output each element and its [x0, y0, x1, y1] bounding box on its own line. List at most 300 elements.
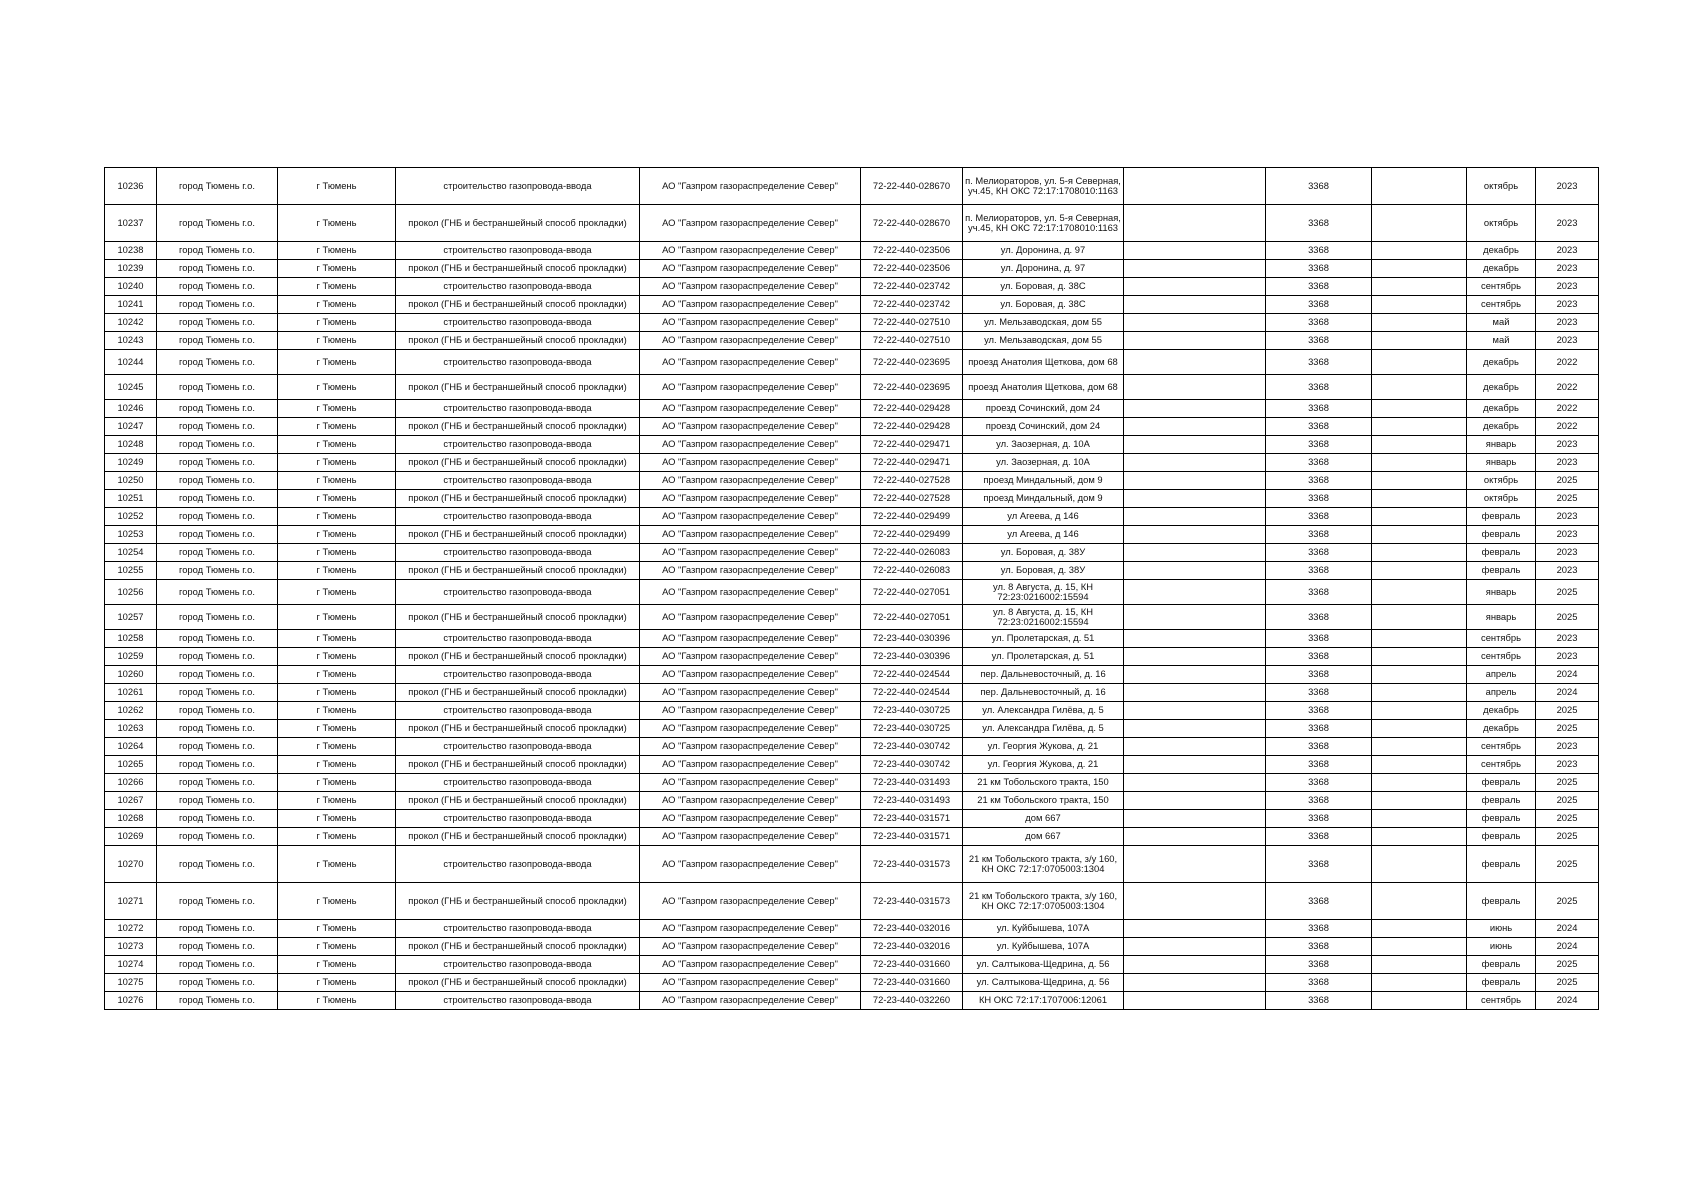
year-cell: 2023 [1536, 454, 1599, 472]
address-cell: п. Мелиораторов, ул. 5-я Северная, уч.45, КН ОКС 72:17:1708010:1163 [963, 205, 1124, 242]
municipality-cell: город Тюмень г.о. [157, 454, 278, 472]
work-type-cell: строительство газопровода-ввода [396, 508, 640, 526]
empty-cell [1124, 684, 1266, 702]
month-cell: февраль [1467, 828, 1536, 846]
address-cell: ул Агеева, д 146 [963, 508, 1124, 526]
empty-cell [1372, 992, 1467, 1010]
row-number-cell: 10246 [105, 400, 157, 418]
registry-code-cell: 72-22-440-027051 [861, 605, 963, 630]
year-cell: 2024 [1536, 920, 1599, 938]
month-cell: апрель [1467, 684, 1536, 702]
work-type-cell: прокол (ГНБ и бестраншейный способ прокладки) [396, 526, 640, 544]
empty-cell [1124, 974, 1266, 992]
table-row [105, 828, 1599, 846]
empty-cell [1124, 350, 1266, 375]
table-row [105, 580, 1599, 605]
row-number-cell: 10243 [105, 332, 157, 350]
empty-cell [1372, 508, 1467, 526]
empty-cell [1372, 436, 1467, 454]
organization-cell: АО "Газпром газораспределение Север" [640, 332, 861, 350]
month-cell: январь [1467, 605, 1536, 630]
municipality-cell: город Тюмень г.о. [157, 260, 278, 278]
empty-cell [1124, 810, 1266, 828]
organization-cell: АО "Газпром газораспределение Север" [640, 810, 861, 828]
row-number-cell: 10248 [105, 436, 157, 454]
work-type-cell: прокол (ГНБ и бестраншейный способ прокладки) [396, 684, 640, 702]
empty-cell [1372, 828, 1467, 846]
value-cell: 3368 [1266, 580, 1372, 605]
organization-cell: АО "Газпром газораспределение Север" [640, 314, 861, 332]
empty-cell [1124, 544, 1266, 562]
address-cell: ул. Мельзаводская, дом 55 [963, 332, 1124, 350]
address-cell: ул. 8 Августа, д. 15, КН 72:23:0216002:15594 [963, 605, 1124, 630]
empty-cell [1372, 720, 1467, 738]
address-cell: ул. Боровая, д. 38У [963, 562, 1124, 580]
organization-cell: АО "Газпром газораспределение Север" [640, 562, 861, 580]
organization-cell: АО "Газпром газораспределение Север" [640, 920, 861, 938]
city-cell: г Тюмень [278, 702, 396, 720]
municipality-cell: город Тюмень г.о. [157, 828, 278, 846]
empty-cell [1124, 630, 1266, 648]
organization-cell: АО "Газпром газораспределение Север" [640, 400, 861, 418]
city-cell: г Тюмень [278, 314, 396, 332]
address-cell: 21 км Тобольского тракта, з/у 160, КН ОКС 72:17:0705003:1304 [963, 846, 1124, 883]
year-cell: 2023 [1536, 436, 1599, 454]
year-cell: 2025 [1536, 702, 1599, 720]
address-cell: проезд Миндальный, дом 9 [963, 490, 1124, 508]
row-number-cell: 10242 [105, 314, 157, 332]
city-cell: г Тюмень [278, 400, 396, 418]
empty-cell [1372, 792, 1467, 810]
value-cell: 3368 [1266, 938, 1372, 956]
registry-code-cell: 72-22-440-023695 [861, 375, 963, 400]
work-type-cell: прокол (ГНБ и бестраншейный способ прокладки) [396, 974, 640, 992]
month-cell: декабрь [1467, 418, 1536, 436]
registry-code-cell: 72-23-440-031571 [861, 810, 963, 828]
organization-cell: АО "Газпром газораспределение Север" [640, 720, 861, 738]
work-type-cell: прокол (ГНБ и бестраншейный способ прокладки) [396, 756, 640, 774]
value-cell: 3368 [1266, 472, 1372, 490]
month-cell: декабрь [1467, 350, 1536, 375]
city-cell: г Тюмень [278, 436, 396, 454]
address-cell: дом 667 [963, 828, 1124, 846]
empty-cell [1124, 756, 1266, 774]
city-cell: г Тюмень [278, 720, 396, 738]
work-type-cell: строительство газопровода-ввода [396, 242, 640, 260]
registry-code-cell: 72-22-440-027510 [861, 314, 963, 332]
year-cell: 2025 [1536, 828, 1599, 846]
organization-cell: АО "Газпром газораспределение Север" [640, 526, 861, 544]
work-type-cell: строительство газопровода-ввода [396, 956, 640, 974]
empty-cell [1124, 526, 1266, 544]
empty-cell [1124, 792, 1266, 810]
value-cell: 3368 [1266, 738, 1372, 756]
table-row [105, 605, 1599, 630]
month-cell: февраль [1467, 774, 1536, 792]
empty-cell [1372, 974, 1467, 992]
year-cell: 2023 [1536, 296, 1599, 314]
registry-code-cell: 72-23-440-030742 [861, 756, 963, 774]
registry-code-cell: 72-22-440-023506 [861, 260, 963, 278]
year-cell: 2025 [1536, 846, 1599, 883]
value-cell: 3368 [1266, 774, 1372, 792]
month-cell: январь [1467, 580, 1536, 605]
address-cell: проезд Сочинский, дом 24 [963, 418, 1124, 436]
year-cell: 2024 [1536, 684, 1599, 702]
municipality-cell: город Тюмень г.о. [157, 490, 278, 508]
municipality-cell: город Тюмень г.о. [157, 242, 278, 260]
municipality-cell: город Тюмень г.о. [157, 526, 278, 544]
organization-cell: АО "Газпром газораспределение Север" [640, 375, 861, 400]
row-number-cell: 10263 [105, 720, 157, 738]
month-cell: сентябрь [1467, 992, 1536, 1010]
month-cell: июнь [1467, 938, 1536, 956]
row-number-cell: 10237 [105, 205, 157, 242]
table-row [105, 526, 1599, 544]
empty-cell [1124, 956, 1266, 974]
address-cell: проезд Сочинский, дом 24 [963, 400, 1124, 418]
work-type-cell: прокол (ГНБ и бестраншейный способ прокладки) [396, 828, 640, 846]
city-cell: г Тюмень [278, 974, 396, 992]
city-cell: г Тюмень [278, 956, 396, 974]
row-number-cell: 10254 [105, 544, 157, 562]
year-cell: 2025 [1536, 774, 1599, 792]
row-number-cell: 10273 [105, 938, 157, 956]
organization-cell: АО "Газпром газораспределение Север" [640, 350, 861, 375]
row-number-cell: 10276 [105, 992, 157, 1010]
address-cell: КН ОКС 72:17:1707006:12061 [963, 992, 1124, 1010]
year-cell: 2022 [1536, 375, 1599, 400]
table-row [105, 702, 1599, 720]
municipality-cell: город Тюмень г.о. [157, 792, 278, 810]
work-type-cell: прокол (ГНБ и бестраншейный способ прокладки) [396, 792, 640, 810]
empty-cell [1372, 580, 1467, 605]
month-cell: февраль [1467, 544, 1536, 562]
work-type-cell: прокол (ГНБ и бестраншейный способ прокладки) [396, 562, 640, 580]
address-cell: ул. Боровая, д. 38С [963, 278, 1124, 296]
row-number-cell: 10260 [105, 666, 157, 684]
row-number-cell: 10257 [105, 605, 157, 630]
organization-cell: АО "Газпром газораспределение Север" [640, 756, 861, 774]
work-type-cell: строительство газопровода-ввода [396, 168, 640, 205]
month-cell: февраль [1467, 526, 1536, 544]
municipality-cell: город Тюмень г.о. [157, 920, 278, 938]
table-row [105, 490, 1599, 508]
municipality-cell: город Тюмень г.о. [157, 375, 278, 400]
address-cell: проезд Миндальный, дом 9 [963, 472, 1124, 490]
municipality-cell: город Тюмень г.о. [157, 278, 278, 296]
registry-code-cell: 72-22-440-029428 [861, 400, 963, 418]
city-cell: г Тюмень [278, 756, 396, 774]
empty-cell [1372, 562, 1467, 580]
year-cell: 2025 [1536, 720, 1599, 738]
empty-cell [1124, 314, 1266, 332]
row-number-cell: 10238 [105, 242, 157, 260]
value-cell: 3368 [1266, 260, 1372, 278]
row-number-cell: 10264 [105, 738, 157, 756]
city-cell: г Тюмень [278, 296, 396, 314]
registry-code-cell: 72-22-440-026083 [861, 544, 963, 562]
organization-cell: АО "Газпром газораспределение Север" [640, 792, 861, 810]
row-number-cell: 10272 [105, 920, 157, 938]
empty-cell [1372, 454, 1467, 472]
registry-code-cell: 72-22-440-029471 [861, 436, 963, 454]
municipality-cell: город Тюмень г.о. [157, 883, 278, 920]
municipality-cell: город Тюмень г.о. [157, 938, 278, 956]
work-type-cell: прокол (ГНБ и бестраншейный способ прокладки) [396, 205, 640, 242]
registry-code-cell: 72-22-440-029471 [861, 454, 963, 472]
empty-cell [1124, 883, 1266, 920]
value-cell: 3368 [1266, 630, 1372, 648]
year-cell: 2023 [1536, 648, 1599, 666]
month-cell: февраль [1467, 810, 1536, 828]
registry-code-cell: 72-23-440-031493 [861, 774, 963, 792]
year-cell: 2023 [1536, 544, 1599, 562]
municipality-cell: город Тюмень г.о. [157, 562, 278, 580]
empty-cell [1372, 938, 1467, 956]
row-number-cell: 10262 [105, 702, 157, 720]
empty-cell [1372, 666, 1467, 684]
address-cell: ул. Пролетарская, д. 51 [963, 648, 1124, 666]
value-cell: 3368 [1266, 666, 1372, 684]
value-cell: 3368 [1266, 418, 1372, 436]
work-type-cell: прокол (ГНБ и бестраншейный способ прокладки) [396, 454, 640, 472]
work-type-cell: прокол (ГНБ и бестраншейный способ прокладки) [396, 260, 640, 278]
address-cell: пер. Дальневосточный, д. 16 [963, 666, 1124, 684]
city-cell: г Тюмень [278, 605, 396, 630]
value-cell: 3368 [1266, 974, 1372, 992]
value-cell: 3368 [1266, 490, 1372, 508]
work-type-cell: прокол (ГНБ и бестраншейный способ прокладки) [396, 296, 640, 314]
month-cell: сентябрь [1467, 630, 1536, 648]
value-cell: 3368 [1266, 278, 1372, 296]
city-cell: г Тюмень [278, 242, 396, 260]
table-row [105, 296, 1599, 314]
month-cell: февраль [1467, 792, 1536, 810]
organization-cell: АО "Газпром газораспределение Север" [640, 472, 861, 490]
registry-code-cell: 72-23-440-030742 [861, 738, 963, 756]
row-number-cell: 10267 [105, 792, 157, 810]
address-cell: проезд Анатолия Щеткова, дом 68 [963, 350, 1124, 375]
row-number-cell: 10258 [105, 630, 157, 648]
empty-cell [1372, 702, 1467, 720]
organization-cell: АО "Газпром газораспределение Север" [640, 260, 861, 278]
document-sheet [104, 167, 1598, 1010]
value-cell: 3368 [1266, 436, 1372, 454]
work-type-cell: прокол (ГНБ и бестраншейный способ прокладки) [396, 720, 640, 738]
month-cell: февраль [1467, 562, 1536, 580]
empty-cell [1372, 544, 1467, 562]
registry-code-cell: 72-23-440-032016 [861, 920, 963, 938]
year-cell: 2022 [1536, 400, 1599, 418]
empty-cell [1124, 508, 1266, 526]
empty-cell [1372, 490, 1467, 508]
empty-cell [1372, 296, 1467, 314]
table-row [105, 350, 1599, 375]
row-number-cell: 10271 [105, 883, 157, 920]
table-row [105, 332, 1599, 350]
row-number-cell: 10253 [105, 526, 157, 544]
organization-cell: АО "Газпром газораспределение Север" [640, 278, 861, 296]
empty-cell [1372, 810, 1467, 828]
empty-cell [1372, 350, 1467, 375]
registry-code-cell: 72-22-440-023742 [861, 296, 963, 314]
city-cell: г Тюмень [278, 205, 396, 242]
empty-cell [1372, 168, 1467, 205]
work-type-cell: строительство газопровода-ввода [396, 630, 640, 648]
empty-cell [1124, 400, 1266, 418]
municipality-cell: город Тюмень г.о. [157, 332, 278, 350]
month-cell: декабрь [1467, 720, 1536, 738]
value-cell: 3368 [1266, 562, 1372, 580]
table-row [105, 454, 1599, 472]
city-cell: г Тюмень [278, 684, 396, 702]
city-cell: г Тюмень [278, 810, 396, 828]
year-cell: 2023 [1536, 332, 1599, 350]
year-cell: 2024 [1536, 938, 1599, 956]
row-number-cell: 10256 [105, 580, 157, 605]
value-cell: 3368 [1266, 810, 1372, 828]
value-cell: 3368 [1266, 375, 1372, 400]
work-type-cell: строительство газопровода-ввода [396, 400, 640, 418]
row-number-cell: 10259 [105, 648, 157, 666]
city-cell: г Тюмень [278, 260, 396, 278]
city-cell: г Тюмень [278, 562, 396, 580]
table-row [105, 938, 1599, 956]
row-number-cell: 10244 [105, 350, 157, 375]
row-number-cell: 10240 [105, 278, 157, 296]
value-cell: 3368 [1266, 702, 1372, 720]
municipality-cell: город Тюмень г.о. [157, 605, 278, 630]
address-cell: ул. Заозерная, д. 10А [963, 454, 1124, 472]
city-cell: г Тюмень [278, 168, 396, 205]
empty-cell [1124, 992, 1266, 1010]
empty-cell [1372, 920, 1467, 938]
table-row [105, 956, 1599, 974]
registry-code-cell: 72-23-440-031660 [861, 974, 963, 992]
value-cell: 3368 [1266, 992, 1372, 1010]
work-type-cell: прокол (ГНБ и бестраншейный способ прокладки) [396, 883, 640, 920]
address-cell: проезд Анатолия Щеткова, дом 68 [963, 375, 1124, 400]
table-row [105, 544, 1599, 562]
empty-cell [1124, 168, 1266, 205]
address-cell: дом 667 [963, 810, 1124, 828]
organization-cell: АО "Газпром газораспределение Север" [640, 774, 861, 792]
row-number-cell: 10245 [105, 375, 157, 400]
value-cell: 3368 [1266, 296, 1372, 314]
value-cell: 3368 [1266, 648, 1372, 666]
empty-cell [1124, 418, 1266, 436]
year-cell: 2025 [1536, 883, 1599, 920]
city-cell: г Тюмень [278, 490, 396, 508]
empty-cell [1124, 846, 1266, 883]
row-number-cell: 10249 [105, 454, 157, 472]
municipality-cell: город Тюмень г.о. [157, 350, 278, 375]
registry-code-cell: 72-22-440-026083 [861, 562, 963, 580]
empty-cell [1124, 938, 1266, 956]
organization-cell: АО "Газпром газораспределение Север" [640, 544, 861, 562]
value-cell: 3368 [1266, 792, 1372, 810]
month-cell: сентябрь [1467, 756, 1536, 774]
row-number-cell: 10274 [105, 956, 157, 974]
registry-code-cell: 72-22-440-023742 [861, 278, 963, 296]
organization-cell: АО "Газпром газораспределение Север" [640, 630, 861, 648]
table-row [105, 375, 1599, 400]
month-cell: январь [1467, 454, 1536, 472]
organization-cell: АО "Газпром газораспределение Север" [640, 992, 861, 1010]
address-cell: ул. Боровая, д. 38У [963, 544, 1124, 562]
empty-cell [1372, 883, 1467, 920]
city-cell: г Тюмень [278, 580, 396, 605]
value-cell: 3368 [1266, 242, 1372, 260]
organization-cell: АО "Газпром газораспределение Север" [640, 956, 861, 974]
value-cell: 3368 [1266, 684, 1372, 702]
city-cell: г Тюмень [278, 630, 396, 648]
month-cell: декабрь [1467, 260, 1536, 278]
registry-code-cell: 72-22-440-029428 [861, 418, 963, 436]
organization-cell: АО "Газпром газораспределение Север" [640, 883, 861, 920]
value-cell: 3368 [1266, 846, 1372, 883]
row-number-cell: 10275 [105, 974, 157, 992]
year-cell: 2025 [1536, 956, 1599, 974]
organization-cell: АО "Газпром газораспределение Север" [640, 168, 861, 205]
registry-code-cell: 72-22-440-027051 [861, 580, 963, 605]
organization-cell: АО "Газпром газораспределение Север" [640, 702, 861, 720]
city-cell: г Тюмень [278, 938, 396, 956]
work-type-cell: строительство газопровода-ввода [396, 702, 640, 720]
table-row [105, 205, 1599, 242]
empty-cell [1372, 332, 1467, 350]
table-row [105, 666, 1599, 684]
table-row [105, 992, 1599, 1010]
table-row [105, 974, 1599, 992]
registry-code-cell: 72-23-440-030725 [861, 702, 963, 720]
year-cell: 2022 [1536, 418, 1599, 436]
value-cell: 3368 [1266, 508, 1372, 526]
value-cell: 3368 [1266, 332, 1372, 350]
work-type-cell: строительство газопровода-ввода [396, 810, 640, 828]
registry-code-cell: 72-23-440-030396 [861, 648, 963, 666]
empty-cell [1124, 648, 1266, 666]
month-cell: февраль [1467, 846, 1536, 883]
city-cell: г Тюмень [278, 792, 396, 810]
year-cell: 2023 [1536, 242, 1599, 260]
year-cell: 2023 [1536, 526, 1599, 544]
registry-code-cell: 72-22-440-029499 [861, 526, 963, 544]
month-cell: сентябрь [1467, 738, 1536, 756]
table-row [105, 314, 1599, 332]
month-cell: декабрь [1467, 375, 1536, 400]
address-cell: ул. Мельзаводская, дом 55 [963, 314, 1124, 332]
table-row [105, 920, 1599, 938]
table-row [105, 720, 1599, 738]
table-row [105, 242, 1599, 260]
empty-cell [1372, 242, 1467, 260]
municipality-cell: город Тюмень г.о. [157, 974, 278, 992]
work-type-cell: прокол (ГНБ и бестраншейный способ прокладки) [396, 418, 640, 436]
city-cell: г Тюмень [278, 278, 396, 296]
municipality-cell: город Тюмень г.о. [157, 774, 278, 792]
row-number-cell: 10250 [105, 472, 157, 490]
work-type-cell: строительство газопровода-ввода [396, 278, 640, 296]
address-cell: ул. Александра Гилёва, д. 5 [963, 702, 1124, 720]
registry-code-cell: 72-22-440-023506 [861, 242, 963, 260]
year-cell: 2023 [1536, 168, 1599, 205]
table-row [105, 400, 1599, 418]
empty-cell [1372, 846, 1467, 883]
empty-cell [1372, 375, 1467, 400]
address-cell: пер. Дальневосточный, д. 16 [963, 684, 1124, 702]
